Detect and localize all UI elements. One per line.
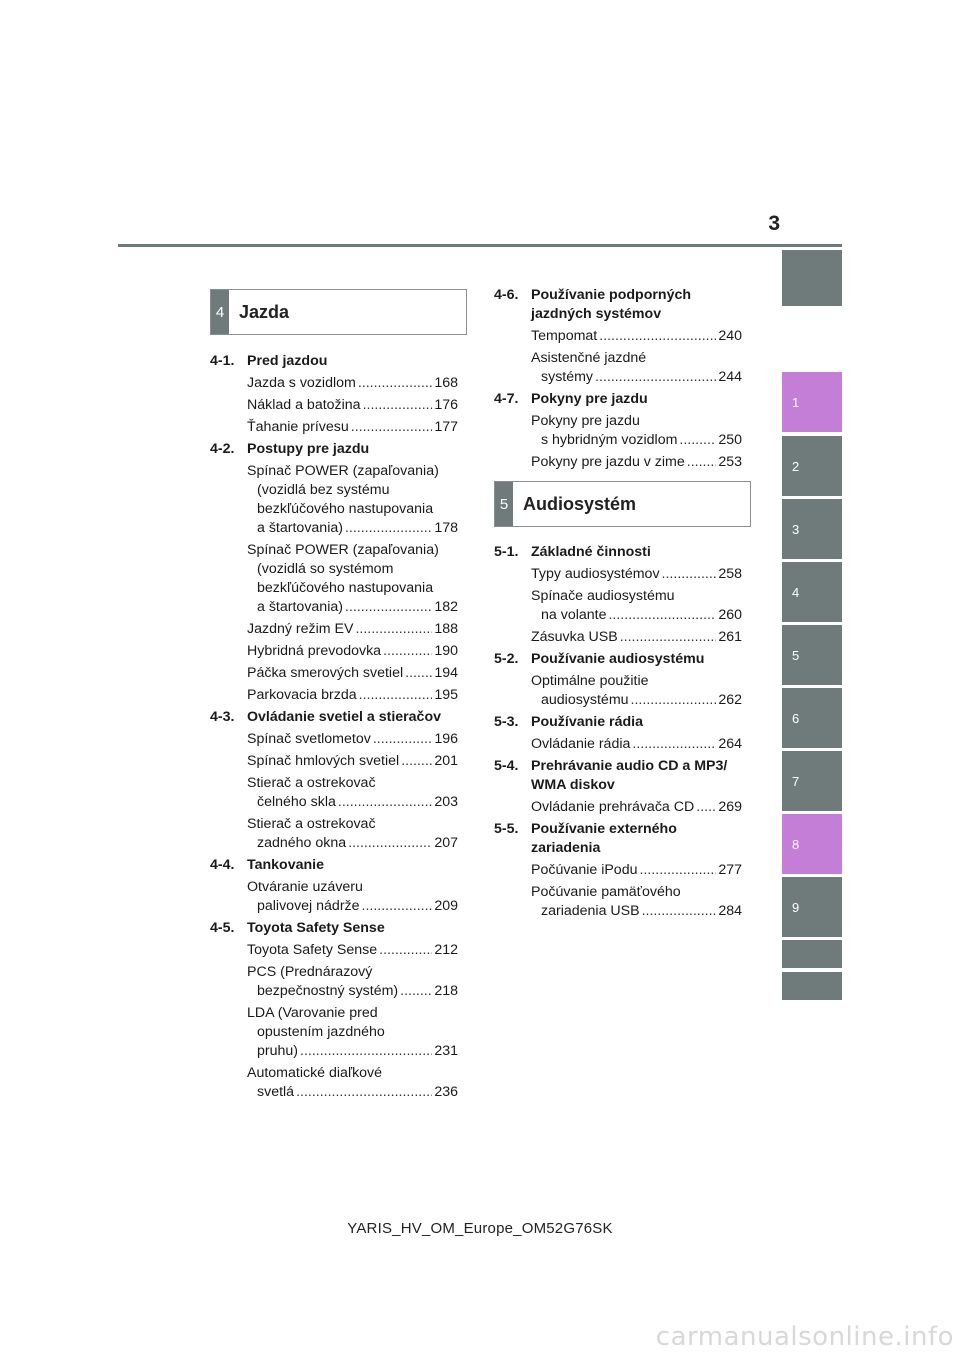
page-ref: 209 — [434, 898, 458, 914]
toc-left-column — [210, 352, 458, 1105]
entry-text: Asistenčné jazdné — [531, 350, 647, 366]
entry-text: svetlá — [257, 1084, 295, 1100]
page-ref: 231 — [434, 1043, 458, 1059]
dot-leader — [338, 793, 432, 812]
entry-text: palivovej nádrže — [257, 898, 360, 914]
toc-entry[interactable] — [531, 672, 742, 710]
entry-text: bezpečnostný systém) — [257, 983, 399, 999]
toc-entry[interactable] — [531, 735, 742, 754]
chapter-number: 5-5. — [494, 821, 519, 837]
chapter-number: 4-3. — [210, 709, 235, 725]
toc-entry[interactable] — [531, 327, 742, 346]
entry-text: Otváranie uzáveru — [247, 879, 363, 895]
page-ref: 244 — [718, 369, 742, 385]
dot-leader — [599, 327, 716, 346]
dot-leader — [383, 642, 432, 661]
page-ref: 190 — [434, 643, 458, 659]
entry-text: Jazda s vozidlom — [247, 375, 356, 391]
dot-leader — [373, 730, 433, 749]
dot-leader — [631, 691, 717, 710]
side-tab-2[interactable]: 2 — [782, 436, 842, 496]
chapter-number: 4-6. — [494, 287, 519, 303]
dot-leader — [348, 834, 432, 853]
side-tab[interactable] — [782, 972, 842, 1000]
chapter-title: Používanie audiosystému — [531, 651, 705, 667]
entry-text: bezkľúčového nastupovania — [257, 580, 434, 596]
page-ref: 212 — [434, 942, 458, 958]
toc-entry[interactable] — [531, 587, 742, 625]
toc-entry[interactable] — [247, 396, 458, 415]
side-tab-9[interactable]: 9 — [782, 877, 842, 937]
page-ref: 250 — [718, 432, 742, 448]
entry-text: Parkovacia brzda — [247, 687, 357, 703]
toc-entry[interactable] — [247, 730, 458, 749]
entry-text: (vozidlá bez systému — [257, 482, 390, 498]
chapter-title: Pred jazdou — [247, 353, 328, 369]
entry-text: Ovládanie prehrávača CD — [531, 799, 695, 815]
toc-entry[interactable] — [531, 628, 742, 647]
entry-text: Počúvanie pamäťového — [531, 884, 681, 900]
entry-text: zariadenia USB — [541, 903, 640, 919]
page-ref: 196 — [434, 731, 458, 747]
dot-leader — [642, 902, 717, 921]
section-box-5 — [494, 481, 751, 527]
dot-leader — [363, 396, 433, 415]
toc-chapter[interactable] — [494, 650, 742, 669]
toc-entry[interactable] — [247, 642, 458, 661]
toc-entry[interactable] — [247, 878, 458, 916]
page-number: 3 — [768, 212, 780, 235]
entry-text: a štartovania) — [257, 520, 343, 536]
entry-text: a štartovania) — [257, 599, 343, 615]
page-ref: 236 — [434, 1084, 458, 1100]
chapter-title: Prehrávanie audio CD a MP3/ WMA diskov — [531, 758, 728, 793]
page-ref: 194 — [434, 665, 458, 681]
chapter-number: 5-2. — [494, 651, 519, 667]
chapter-title: Postupy pre jazdu — [247, 441, 370, 457]
toc-entry[interactable] — [247, 941, 458, 960]
toc-entry[interactable] — [247, 462, 458, 538]
chapter-number: 5-4. — [494, 758, 519, 774]
chapter-title: Ovládanie svetiel a stieračov — [247, 709, 442, 725]
entry-text: s hybridným vozidlom — [541, 432, 678, 448]
entry-text: LDA (Varovanie pred — [247, 1005, 378, 1021]
page-ref: 203 — [434, 794, 458, 810]
footer-doc-id: YARIS_HV_OM_Europe_OM52G76SK — [347, 1220, 613, 1237]
toc-entry[interactable] — [247, 418, 458, 437]
entry-text: opustením jazdného — [257, 1024, 385, 1040]
toc-right-column-bottom — [494, 543, 742, 924]
entry-text: Spínač POWER (zapaľovania) — [247, 542, 439, 558]
entry-text: Optimálne použitie — [531, 673, 649, 689]
entry-text: Stierač a ostrekovač — [247, 775, 376, 791]
entry-text: Náklad a batožina — [247, 397, 361, 413]
page-ref: 284 — [718, 903, 742, 919]
toc-entry[interactable] — [531, 412, 742, 450]
side-tab-7[interactable]: 7 — [782, 751, 842, 811]
toc-entry[interactable] — [247, 815, 458, 853]
entry-text: Stierač a ostrekovač — [247, 816, 376, 832]
entry-text: systémy — [541, 369, 594, 385]
dot-leader — [639, 861, 716, 880]
toc-chapter[interactable] — [494, 543, 742, 562]
toc-chapter[interactable] — [210, 440, 458, 459]
dot-leader — [345, 519, 432, 538]
dot-leader — [696, 798, 716, 817]
chapter-title: Používanie externého zariadenia — [531, 821, 677, 856]
entry-text: Spínač svetlometov — [247, 731, 371, 747]
side-tab-4[interactable]: 4 — [782, 562, 842, 622]
entry-text: Zásuvka USB — [531, 629, 618, 645]
toc-chapter[interactable] — [494, 757, 742, 795]
entry-text: Ovládanie rádia — [531, 736, 631, 752]
chapter-title: Používanie rádia — [531, 714, 643, 730]
page-ref: 277 — [718, 862, 742, 878]
entry-text: na volante — [541, 607, 607, 623]
entry-text: Pokyny pre jazdu — [531, 413, 640, 429]
dot-leader — [620, 628, 717, 647]
chapter-number: 4-1. — [210, 353, 235, 369]
side-tab-3[interactable]: 3 — [782, 499, 842, 559]
side-tab-8[interactable]: 8 — [782, 814, 842, 874]
entry-text: Páčka smerových svetiel — [247, 665, 404, 681]
dot-leader — [300, 1042, 432, 1061]
dot-leader — [679, 431, 716, 450]
page-ref: 253 — [718, 454, 742, 470]
toc-entry[interactable] — [247, 686, 458, 705]
dot-leader — [351, 418, 433, 437]
entry-text: Spínač POWER (zapaľovania) — [247, 463, 439, 479]
entry-text: čelného skla — [257, 794, 336, 810]
chapter-title: Základné činnosti — [531, 544, 651, 560]
entry-text: Automatické diaľkové — [247, 1065, 383, 1081]
toc-right-column-top — [494, 286, 742, 475]
page-ref: 195 — [434, 687, 458, 703]
page-ref: 207 — [434, 835, 458, 851]
entry-text: pruhu) — [257, 1043, 299, 1059]
entry-text: zadného okna — [257, 835, 347, 851]
dot-leader — [345, 598, 432, 617]
toc-chapter[interactable] — [210, 708, 458, 727]
entry-text: Počúvanie iPodu — [531, 862, 638, 878]
entry-text: Pokyny pre jazdu v zime — [531, 454, 685, 470]
chapter-title: Pokyny pre jazdu — [531, 391, 648, 407]
chapter-title: Používanie podporných jazdných systémov — [531, 287, 692, 322]
page-ref: 176 — [434, 397, 458, 413]
dot-leader — [632, 735, 716, 754]
page-ref: 168 — [434, 375, 458, 391]
chapter-number: 4-2. — [210, 441, 235, 457]
side-tab-5[interactable]: 5 — [782, 625, 842, 685]
toc-entry[interactable] — [531, 349, 742, 387]
chapter-number: 5-3. — [494, 714, 519, 730]
page-ref: 258 — [718, 566, 742, 582]
toc-chapter[interactable] — [494, 820, 742, 858]
entry-text: Spínač hmlových svetiel — [247, 753, 400, 769]
chapter-number: 5-1. — [494, 544, 519, 560]
section-box-4 — [210, 289, 467, 335]
entry-text: Hybridná prevodovka — [247, 643, 382, 659]
section-number: 4 — [211, 290, 229, 334]
dot-leader — [400, 982, 432, 1001]
dot-leader — [687, 453, 717, 472]
page-ref: 240 — [718, 328, 742, 344]
toc-entry[interactable] — [531, 861, 742, 880]
toc-entry[interactable] — [531, 883, 742, 921]
toc-entry[interactable] — [247, 774, 458, 812]
page-ref: 269 — [718, 799, 742, 815]
side-tab-1[interactable]: 1 — [782, 372, 842, 432]
toc-chapter[interactable] — [210, 856, 458, 875]
toc-entry[interactable] — [247, 374, 458, 393]
page-ref: 177 — [434, 419, 458, 435]
chapter-title: Tankovanie — [247, 857, 325, 873]
page-ref: 218 — [434, 983, 458, 999]
entry-text: PCS (Prednárazový — [247, 964, 373, 980]
chapter-number: 4-5. — [210, 920, 235, 936]
page-ref: 188 — [434, 621, 458, 637]
toc-chapter[interactable] — [494, 713, 742, 732]
entry-text: audiosystému — [541, 692, 629, 708]
watermark: carmanualsonline.info — [655, 1322, 954, 1352]
section-title: Jazda — [239, 301, 290, 322]
page-ref: 264 — [718, 736, 742, 752]
toc-entry[interactable] — [247, 1004, 458, 1061]
page-ref: 201 — [434, 753, 458, 769]
entry-text: Typy audiosystémov — [531, 566, 660, 582]
toc-chapter[interactable] — [210, 352, 458, 371]
section-number: 5 — [495, 482, 513, 526]
toc-entry[interactable] — [247, 541, 458, 617]
toc-entry[interactable] — [247, 963, 458, 1001]
toc-entry[interactable] — [531, 565, 742, 584]
entry-text: bezkľúčového nastupovania — [257, 501, 434, 517]
toc-entry[interactable] — [531, 798, 742, 817]
dot-leader — [401, 752, 432, 771]
chapter-number: 4-7. — [494, 391, 519, 407]
page-ref: 182 — [434, 599, 458, 615]
toc-entry[interactable] — [247, 1064, 458, 1102]
chapter-number: 4-4. — [210, 857, 235, 873]
entry-text: (vozidlá so systémom — [257, 561, 394, 577]
section-title: Audiosystém — [523, 493, 637, 514]
entry-text: Jazdný režim EV — [247, 621, 354, 637]
dot-leader — [379, 941, 432, 960]
dot-leader — [362, 897, 433, 916]
dot-leader — [595, 368, 716, 387]
entry-text: Toyota Safety Sense — [247, 942, 378, 958]
side-tab[interactable] — [782, 250, 842, 306]
toc-entry[interactable] — [247, 752, 458, 771]
dot-leader — [358, 374, 433, 393]
toc-entry[interactable] — [531, 453, 742, 472]
dot-leader — [296, 1083, 432, 1102]
page-ref: 260 — [718, 607, 742, 623]
entry-text: Spínače audiosystému — [531, 588, 675, 604]
toc-chapter[interactable] — [494, 390, 742, 409]
header-rule — [118, 244, 842, 247]
page-ref: 261 — [718, 629, 742, 645]
dot-leader — [608, 606, 716, 625]
toc-chapter[interactable] — [494, 286, 742, 324]
entry-text: Tempomat — [531, 328, 598, 344]
toc-entry[interactable] — [247, 620, 458, 639]
dot-leader — [355, 620, 432, 639]
dot-leader — [359, 686, 433, 705]
toc-entry[interactable] — [247, 664, 458, 683]
dot-leader — [662, 565, 717, 584]
page-ref: 262 — [718, 692, 742, 708]
side-tab[interactable] — [782, 940, 842, 968]
page-ref: 178 — [434, 520, 458, 536]
toc-chapter[interactable] — [210, 919, 458, 938]
side-tab-6[interactable]: 6 — [782, 688, 842, 748]
chapter-title: Toyota Safety Sense — [247, 920, 385, 936]
entry-text: Ťahanie prívesu — [247, 419, 349, 435]
dot-leader — [405, 664, 432, 683]
